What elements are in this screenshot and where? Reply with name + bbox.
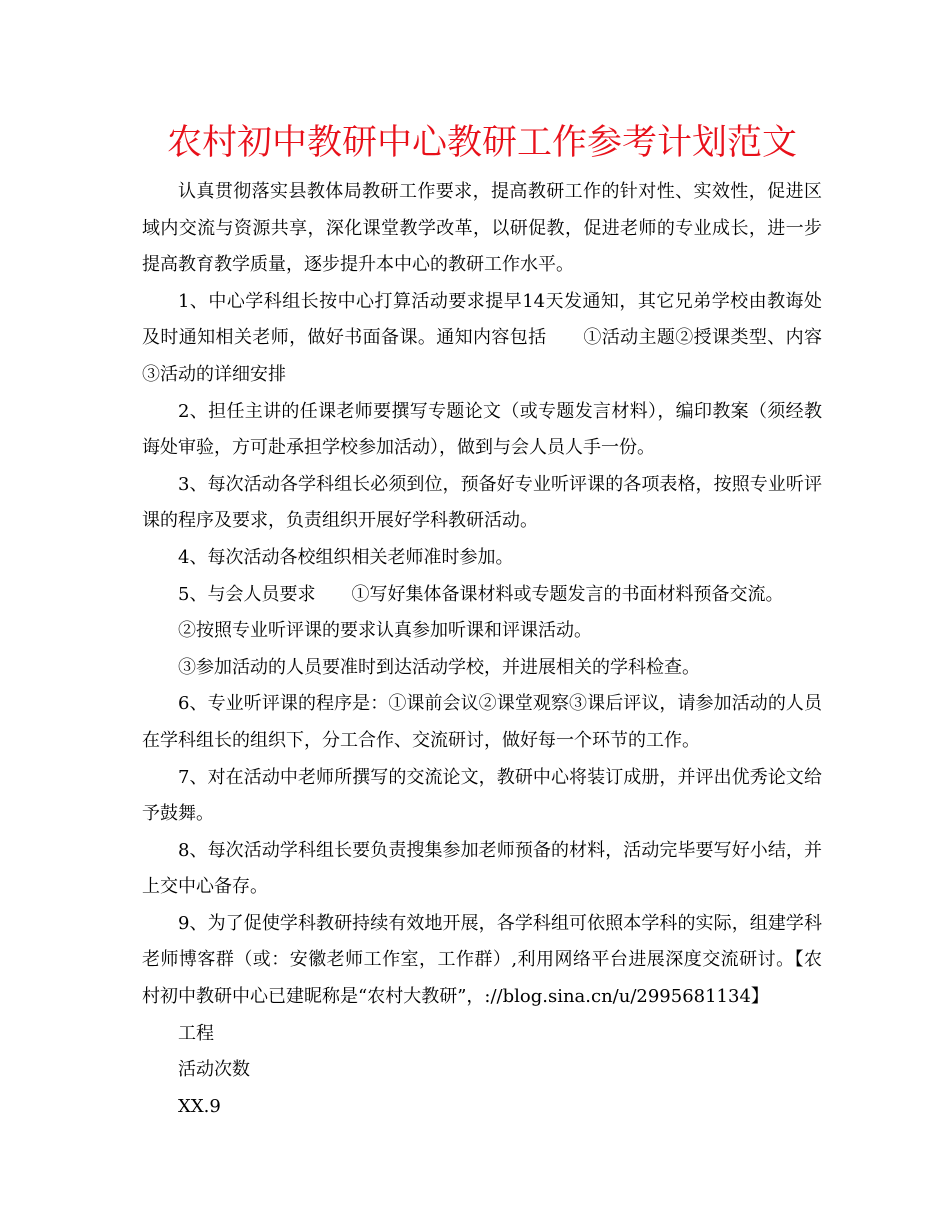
sub-item-line: ②按照专业听评课的要求认真参加听课和评课活动。 xyxy=(178,620,592,642)
intro-paragraph: 认真贯彻落实县教体局教研工作要求，提高教研工作的针对性、实效性，促进区域内交流与资源共享，深化课堂教学改革，以研促教，促进老师的专业成长，进一步提高教育教学质量，逐步提升本中心的教研工作水平。 xyxy=(142,181,822,276)
item-paragraph: 4、每次活动各校组织相关老师准时参加。 xyxy=(178,546,514,568)
sub-item-line: ③参加活动的人员要准时到达活动学校，并进展相关的学科检查。 xyxy=(178,656,700,678)
item-paragraph: 2、担任主讲的任课老师要撰写专题论文（或专题发言材料），编印教案（须经教诲处审验，方可赴承担学校参加活动），做到与会人员人手一份。 xyxy=(142,400,822,459)
footer-line: 活动次数 xyxy=(178,1059,250,1081)
item-paragraph: 6、专业听评课的程序是：①课前会议②课堂观察③课后评议，请参加活动的人员在学科组长的组织下，分工合作、交流研讨，做好每一个环节的工作。 xyxy=(142,693,822,751)
item-paragraph: 5、与会人员要求 ①写好集体备课材料或专题发言的书面材料预备交流。 xyxy=(178,583,784,605)
item-paragraph: 3、每次活动各学科组长必须到位，预备好专业听评课的各项表格，按照专业听评课的程序及要求，负责组织开展好学科教研活动。 xyxy=(142,473,822,532)
document-title: 农村初中教研中心教研工作参考计划范文 xyxy=(166,123,797,163)
item-paragraph: 7、对在活动中老师所撰写的交流论文，教研中心将装订成册，并评出优秀论文给予鼓舞。 xyxy=(142,766,822,825)
footer-line: XX.9 xyxy=(178,1095,221,1117)
item-paragraph: 1、中心学科组长按中心打算活动要求提早14天发通知，其它兄弟学校由教诲处及时通知相关老师，做好书面备课。通知内容包括 ①活动主题②授课类型、内容③活动的详细安排 xyxy=(142,290,822,385)
item-paragraph: 8、每次活动学科组长要负责搜集参加老师预备的材料，活动完毕要写好小结，并上交中心备存。 xyxy=(142,839,822,898)
item-paragraph: 9、为了促使学科教研持续有效地开展，各学科组可依照本学科的实际，组建学科老师博客群（或：安徽老师工作室，工作群）,利用网络平台进展深度交流研讨。【农村初中教研中心已建昵称是“农村大教研”，://blog.sina.cn/u/2995681134】 xyxy=(142,912,822,1008)
footer-line: 工程 xyxy=(178,1022,214,1044)
